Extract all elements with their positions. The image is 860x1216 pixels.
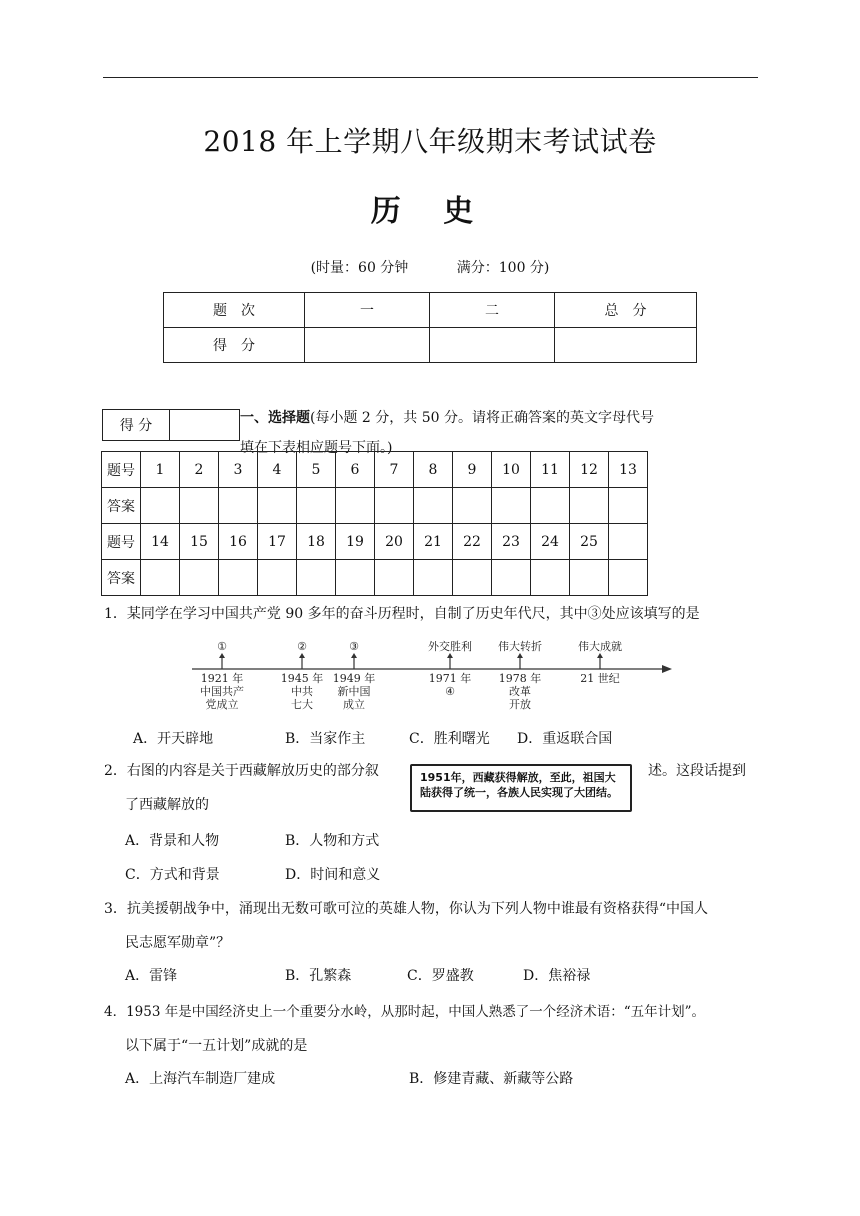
question-number: 17 (258, 524, 297, 560)
option-c[interactable]: C．胜利曙光 (409, 731, 490, 747)
section-title: 一、选择题 (240, 410, 310, 426)
timeline-bottom-label: 1921 年 中国共产 党成立 (200, 672, 244, 711)
timeline-bottom-label: 1945 年 中共 七大 (280, 672, 324, 711)
answer-cell[interactable] (414, 488, 453, 524)
section-score-input[interactable] (170, 410, 239, 440)
option-b[interactable]: B．当家作主 (285, 731, 366, 747)
answer-table-number-row (102, 524, 648, 560)
answer-cell[interactable] (492, 560, 531, 596)
question-number: 21 (414, 524, 453, 560)
question-number: 12 (570, 452, 609, 488)
option-a[interactable]: A．雷锋 (125, 968, 178, 984)
timeline-top-label: ② (297, 640, 307, 653)
answer-cell[interactable] (570, 560, 609, 596)
answer-cell[interactable] (141, 560, 180, 596)
subject-title: 历 史 (370, 194, 490, 229)
answer-cell[interactable] (453, 488, 492, 524)
score-cell: 一 (305, 293, 430, 328)
option-c[interactable]: C．方式和背景 (125, 867, 220, 883)
answer-cell[interactable] (141, 488, 180, 524)
score-cell: 题 次 (164, 293, 305, 328)
question-3-text-a: 3．抗美援朝战争中，涌现出无数可歌可泣的英雄人物，你认为下列人物中谁最有资格获得“中国人 (104, 901, 709, 917)
answer-cell[interactable] (609, 560, 648, 596)
exam-meta (0, 257, 860, 277)
answer-cell[interactable] (609, 488, 648, 524)
score-cell: 二 (430, 293, 555, 328)
score-table-header-row (164, 293, 697, 328)
answer-cell[interactable] (375, 488, 414, 524)
question-number: 11 (531, 452, 570, 488)
score-input-cell[interactable] (305, 328, 430, 363)
answer-cell[interactable] (336, 560, 375, 596)
answer-cell[interactable] (297, 488, 336, 524)
question-number: 1 (141, 452, 180, 488)
timeline-bottom-label: 1978 年 改革 开放 (498, 672, 542, 711)
answer-cell[interactable] (219, 560, 258, 596)
option-a[interactable]: A．开天辟地 (133, 731, 214, 747)
answer-cell[interactable] (180, 560, 219, 596)
top-rule (103, 77, 758, 78)
timeline-top-label: 伟大转折 (498, 640, 542, 653)
score-input-cell[interactable] (555, 328, 697, 363)
timeline-marker-arrow (219, 653, 225, 658)
score-table-score-row (164, 328, 697, 363)
option-b[interactable]: B．人物和方式 (285, 833, 380, 849)
section-score-label: 得 分 (103, 410, 170, 440)
question-number: 24 (531, 524, 570, 560)
section-desc: (每小题 2 分，共 50 分。请将正确答案的英文字母代号填在下表相应题号下面。) (240, 410, 654, 456)
question-number: 18 (297, 524, 336, 560)
answer-row-label: 答案 (102, 560, 141, 596)
answer-table-answer-row (102, 488, 648, 524)
timeline-bottom-label: 1949 年 新中国 成立 (332, 672, 376, 711)
answer-cell[interactable] (297, 560, 336, 596)
question-number: 5 (297, 452, 336, 488)
question-3-text-b: 民志愿军勋章”？ (125, 935, 231, 951)
option-c[interactable]: C．罗盛教 (407, 968, 474, 984)
question-2-text-a: 2．右图的内容是关于西藏解放历史的部分叙 (104, 763, 379, 779)
question-4-text-a: 4．1953 年是中国经济史上一个重要分水岭，从那时起，中国人熟悉了一个经济术语：“五年计划”。 (104, 1004, 706, 1020)
question-number: 16 (219, 524, 258, 560)
question-number: 19 (336, 524, 375, 560)
answer-table-answer-row (102, 560, 648, 596)
score-input-cell[interactable] (430, 328, 555, 363)
tibet-note-box: 1951年，西藏获得解放，至此，祖国大陆获得了统一，各族人民实现了大团结。 (410, 764, 632, 812)
question-number: 6 (336, 452, 375, 488)
answer-table (101, 451, 648, 596)
section-score-box (102, 409, 240, 441)
question-1-text: 1．某同学在学习中国共产党 90 多年的奋斗历程时，自制了历史年代尺，其中③处应该填写的是 (104, 606, 700, 622)
exam-title: 2018 年上学期八年级期末考试试卷 (203, 125, 657, 158)
timeline-marker-arrow (447, 653, 453, 658)
question-2-text-c: 了西藏解放的 (125, 797, 209, 813)
answer-table-number-row (102, 452, 648, 488)
answer-cell[interactable] (219, 488, 258, 524)
option-d[interactable]: D．时间和意义 (285, 867, 381, 883)
answer-cell[interactable] (375, 560, 414, 596)
question-number: 9 (453, 452, 492, 488)
answer-cell[interactable] (180, 488, 219, 524)
question-number: 20 (375, 524, 414, 560)
score-table (163, 292, 697, 363)
question-number: 25 (570, 524, 609, 560)
question-number: 7 (375, 452, 414, 488)
timeline-bottom-label: 1971 年 ④ (428, 672, 472, 698)
question-number: 13 (609, 452, 648, 488)
question-2-text-b: 述。这段话提到 (648, 763, 746, 779)
answer-cell[interactable] (258, 488, 297, 524)
option-b[interactable]: B．修建青藏、新藏等公路 (409, 1071, 574, 1087)
question-number: 2 (180, 452, 219, 488)
question-number: 22 (453, 524, 492, 560)
exam-full-marks: 满分：100 分) (456, 260, 550, 276)
answer-cell[interactable] (531, 488, 570, 524)
answer-cell[interactable] (453, 560, 492, 596)
timeline-top-label: ① (217, 640, 227, 653)
exam-time: (时量：60 分钟 (310, 260, 409, 276)
answer-row-label: 题号 (102, 524, 141, 560)
timeline-marker-arrow (597, 653, 603, 658)
question-number: 4 (258, 452, 297, 488)
timeline-marker-arrow (351, 653, 357, 658)
timeline-top-label: 外交胜利 (428, 640, 472, 653)
question-number: 10 (492, 452, 531, 488)
answer-cell[interactable] (570, 488, 609, 524)
timeline-marker-arrow (299, 653, 305, 658)
timeline-bottom-label: 21 世纪 (580, 672, 620, 685)
question-number: 8 (414, 452, 453, 488)
question-number: 14 (141, 524, 180, 560)
question-number: 23 (492, 524, 531, 560)
answer-row-label: 答案 (102, 488, 141, 524)
option-a[interactable]: A．背景和人物 (125, 833, 220, 849)
question-number: 15 (180, 524, 219, 560)
timeline-marker-arrow (517, 653, 523, 658)
question-number: 3 (219, 452, 258, 488)
answer-cell[interactable] (531, 560, 570, 596)
answer-cell[interactable] (336, 488, 375, 524)
history-timeline (188, 632, 672, 712)
score-cell: 总 分 (555, 293, 697, 328)
question-number (609, 524, 648, 560)
answer-cell[interactable] (492, 488, 531, 524)
option-d[interactable]: D．重返联合国 (517, 731, 613, 747)
option-b[interactable]: B．孔繁森 (285, 968, 352, 984)
question-4-text-b: 以下属于“一五计划”成就的是 (125, 1038, 308, 1054)
timeline-top-label: ③ (349, 640, 359, 653)
answer-cell[interactable] (258, 560, 297, 596)
option-a[interactable]: A．上海汽车制造厂建成 (125, 1071, 276, 1087)
score-cell: 得 分 (164, 328, 305, 363)
timeline-top-label: 伟大成就 (578, 640, 622, 653)
answer-row-label: 题号 (102, 452, 141, 488)
option-d[interactable]: D．焦裕禄 (523, 968, 591, 984)
answer-cell[interactable] (414, 560, 453, 596)
